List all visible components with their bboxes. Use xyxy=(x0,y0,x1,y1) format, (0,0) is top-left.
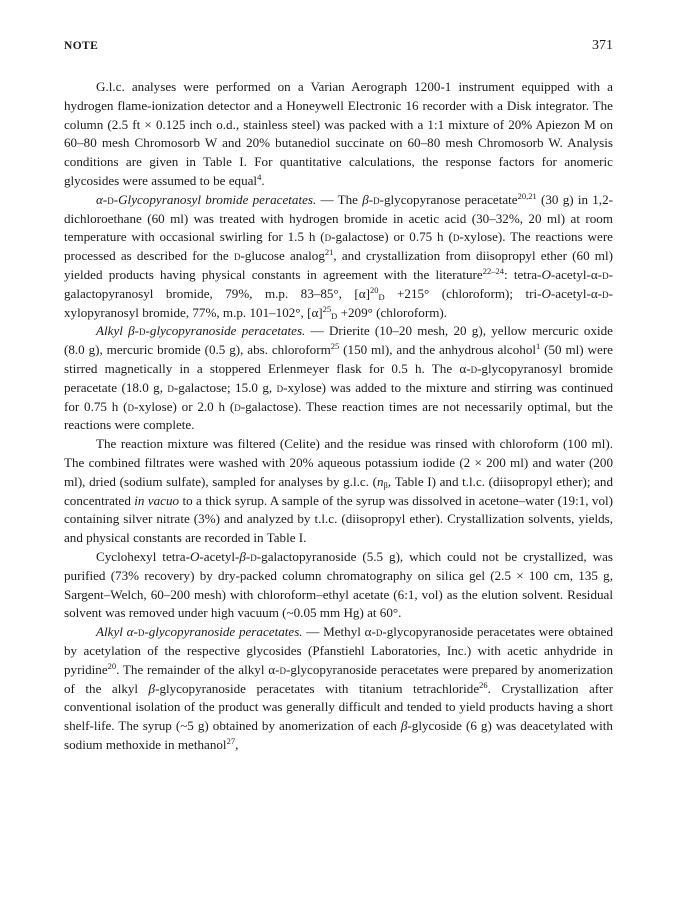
italic-text: β xyxy=(239,548,246,564)
text-run: -xylopyranosyl bromide, 77%, m.p. 101–102°, [α] xyxy=(64,285,613,320)
text-run: -glycopyranosyl bromide peracetate (18.0 g, xyxy=(64,360,613,395)
text-run: -acetyl-α- xyxy=(550,285,603,301)
superscript: 22–24 xyxy=(482,265,504,276)
text-run: , and crystallization from diisopropyl ether (60 ml) yielded products having physical constants in agreement with the literature xyxy=(64,248,613,282)
paragraph-glycopyranosyl-bromide-peracetates xyxy=(64,191,613,323)
small-caps-text: d xyxy=(233,248,241,264)
text-run: -galactopyranosyl bromide, 79%, m.p. 83–85°, [α] xyxy=(64,266,613,301)
small-caps-text: d xyxy=(602,285,609,301)
paragraph-cyclohexyl-purification xyxy=(64,548,613,623)
superscript: 27 xyxy=(226,735,236,746)
small-caps-text: d xyxy=(470,360,478,376)
italic-text: in vacuo xyxy=(134,492,180,508)
superscript: 4 xyxy=(257,171,262,182)
superscript: 26 xyxy=(479,679,488,690)
italic-text: Alkyl α- xyxy=(96,624,138,640)
italic-text: β xyxy=(400,718,408,734)
text-run: -xylose) was added to the mixture and stirring was continued for 0.75 h ( xyxy=(64,379,614,414)
text-run: -glycoside (6 g) was deacetylated with sodium methoxide in methanol xyxy=(64,718,613,752)
superscript: 21 xyxy=(324,247,334,258)
text-run: . xyxy=(261,172,265,188)
small-caps-text: d xyxy=(107,191,114,207)
page-number: 371 xyxy=(592,38,613,53)
small-caps-text: d xyxy=(137,624,145,640)
small-caps-text: d xyxy=(276,379,284,395)
superscript: 20,21 xyxy=(517,190,537,201)
small-caps-text: d xyxy=(375,624,383,640)
paragraph-alkyl-alpha-glycopyranoside-peracetates xyxy=(64,623,613,755)
small-caps-text: d xyxy=(373,191,380,207)
paragraph-reaction-workup xyxy=(64,435,613,548)
text-run: -glycopyranoside peracetates were prepared by anomerization of the alkyl xyxy=(64,661,614,696)
small-caps-text: d xyxy=(452,229,460,245)
italic-text: β xyxy=(148,680,156,696)
text-run: Cyclohexyl tetra- xyxy=(96,548,190,564)
text-run: -galactose) or 0.75 h ( xyxy=(331,229,453,245)
text-run: The reaction mixture was filtered (Celite) and the residue was rinsed with chloroform (100 ml). The combined filtrates were washed with 20% aqueous potassium iodide (2 × 200 ml) and water (200 ml), dried (sodium sulfate), sampled for analyses by g.l.c. ( xyxy=(64,436,613,489)
text-run: -acetyl- xyxy=(199,548,240,564)
small-caps-text: d xyxy=(234,398,241,414)
small-caps-text: d xyxy=(250,548,257,564)
text-run: — Drierite (10–20 mesh, 20 g), yellow mercuric oxide (8.0 g), mercuric bromide (0.5 g), abs. chloroform xyxy=(64,323,613,358)
text-run: - xyxy=(245,548,251,564)
italic-text: -Glycopyranosyl bromide peracetates. xyxy=(113,191,317,207)
text-run: -xylose) or 2.0 h ( xyxy=(133,398,235,414)
superscript: 20 xyxy=(107,660,117,671)
italic-text: Alkyl β- xyxy=(96,323,140,339)
text-run: (30 g) in 1,2-dichloroethane (60 ml) was treated with hydrogen bromide in acetic acid (30–32%, 20 ml) at room temperature with occasional swirling for 1.5 h ( xyxy=(64,191,613,245)
italic-text: -glycopyranoside peracetates. xyxy=(144,624,303,640)
italic-text: β- xyxy=(362,191,374,207)
text-run: -galactose; 15.0 g, xyxy=(173,379,277,395)
subscript: β xyxy=(383,479,388,490)
text-run: -glucose analog xyxy=(240,248,325,264)
text-run: (50 ml) were stirred magnetically in a stoppered Erlenmeyer flask for 0.5 h. The α- xyxy=(64,342,613,376)
small-caps-text: d xyxy=(324,229,332,245)
superscript: 20 xyxy=(369,284,379,295)
text-run: — The xyxy=(316,191,363,207)
superscript: 25 xyxy=(330,341,340,352)
italic-text: α- xyxy=(96,191,108,207)
subscript: D xyxy=(378,291,385,302)
text-run: -glycopyranoside peracetates with titanium tetrachloride xyxy=(155,680,480,696)
text-run: (150 ml), and the anhydrous alcohol xyxy=(339,342,537,358)
text-run: -xylose). The reactions were processed as described for the xyxy=(64,229,613,264)
text-run: . Crystallization after conventional isolation of the product was generally difficult and tended to yield products having a short shelf-life. The syrup (~5 g) obtained by anomerization of each xyxy=(64,680,613,734)
text-run: . The remainder of the alkyl α- xyxy=(116,661,280,677)
italic-text: -glycopyranoside peracetates. xyxy=(145,323,306,339)
text-run: , xyxy=(235,736,239,752)
text-run: G.l.c. analyses were performed on a Varian Aerograph 1200-1 instrument equipped with a hydrogen flame-ionization detector and a Honeywell Electronic 16 recorder with a Disk integrator. The column (2.5 ft × 0.125 inch o.d., stainless steel) was packed with a 1:1 mixture of 20% Apiezon M on 60–80 mesh Chromosorb W and 20% butanediol succinate on 60–80 mesh Chromosorb W. Analysis conditions are given in Table I. For quantitative calculations, the response factors for anomeric glycosides were assumed to be equal xyxy=(64,79,613,188)
italic-text: O xyxy=(189,548,200,564)
text-run: +209° (chloroform). xyxy=(337,304,448,320)
italic-text: n xyxy=(376,473,384,489)
section-label: NOTE xyxy=(64,40,99,52)
superscript: 25 xyxy=(322,303,332,314)
subscript: D xyxy=(331,310,338,321)
text-run: : tetra- xyxy=(503,266,542,282)
body-text xyxy=(64,78,613,755)
page-header xyxy=(64,38,613,58)
text-run: — Methyl α- xyxy=(302,624,376,640)
paragraph-glc-analyses xyxy=(64,78,613,191)
text-run: +215° (chloroform); tri- xyxy=(384,285,542,301)
small-caps-text: d xyxy=(127,398,134,414)
text-run: -galactopyranoside (5.5 g), which could not be crystallized, was purified (73% recovery) by dry-packed column chromatography on silica gel (2.5 × 100 cm, 135 g, Sargent–Welch, 60–200 mesh) with chloroform–ethyl acetate (6:1, vol) as the elution solvent. Residual solvent was removed under high vacuum (~0.05 mm Hg) at 60°. xyxy=(64,548,613,621)
small-caps-text: d xyxy=(139,323,146,339)
text-run: -glycopyranose peracetate xyxy=(379,191,518,207)
text-run: to a thick syrup. A sample of the syrup was dissolved in acetone–water (19:1, vol) containing silver nitrate (3%) and analyzed by t.l.c. (diisopropyl ether). Crystallization solvents, yields, and physical constants are recorded in Table I. xyxy=(64,492,613,546)
superscript: 1 xyxy=(536,341,541,352)
small-caps-text: d xyxy=(279,661,286,677)
text-run: -glycopyranoside peracetates were obtained by acetylation of the respective glycosides (Pfanstiehl Laboratories, Inc.) with acetic anhydride in pyridine xyxy=(64,624,614,677)
text-run: -galactose). These reaction times are not necessarily optimal, but the reactions were complete. xyxy=(64,398,613,433)
small-caps-text: d xyxy=(602,266,609,282)
italic-text: O xyxy=(541,266,551,282)
small-caps-text: d xyxy=(167,379,174,395)
paragraph-alkyl-beta-glycopyranoside-peracetates xyxy=(64,322,613,435)
text-run: , Table I) and t.l.c. (diisopropyl ether); and concentrated xyxy=(64,473,613,508)
italic-text: O xyxy=(541,285,551,301)
text-run: -acetyl-α- xyxy=(550,266,603,282)
